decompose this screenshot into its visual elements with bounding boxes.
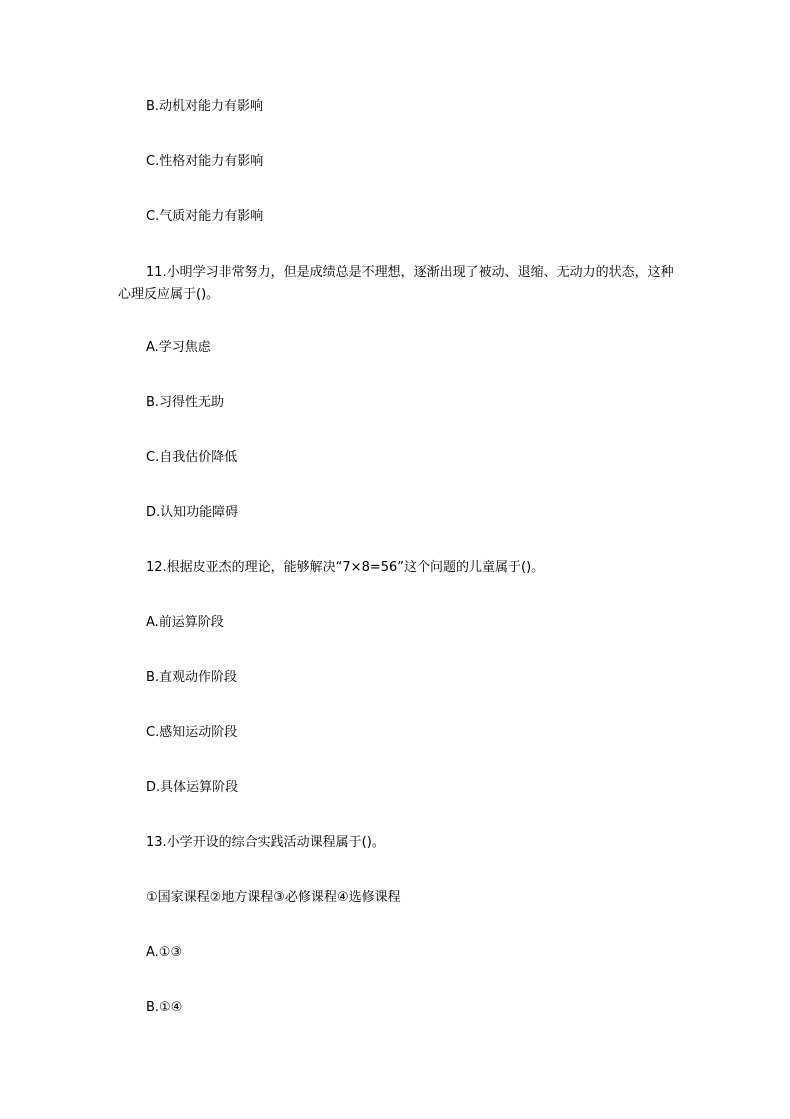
question-13: 13.小学开设的综合实践活动课程属于()。 (146, 835, 385, 850)
option-line: D.具体运算阶段 (146, 780, 239, 795)
option-line: B.习得性无助 (146, 395, 225, 410)
option-line: A.①③ (146, 945, 183, 960)
option-line: B.①④ (146, 1000, 183, 1015)
option-line: C.自我估价降低 (146, 450, 238, 465)
option-line: C.气质对能力有影响 (146, 209, 264, 224)
option-line: C.感知运动阶段 (146, 725, 238, 740)
option-line: A.学习焦虑 (146, 340, 211, 355)
option-line: D.认知功能障碍 (146, 505, 239, 520)
question-12: 12.根据皮亚杰的理论，能够解决“7×8=56”这个问题的儿童属于()。 (146, 560, 545, 575)
option-line: B.直观动作阶段 (146, 670, 238, 685)
option-line: A.前运算阶段 (146, 615, 224, 630)
option-line: C.性格对能力有影响 (146, 154, 264, 169)
question-13-statements: ①国家课程②地方课程③必修课程④选修课程 (146, 890, 401, 905)
option-line: B.动机对能力有影响 (146, 99, 264, 114)
question-11: 11.小明学习非常努力，但是成绩总是不理想，逐渐出现了被动、退缩、无动力的状态，这种心理反应属于()。 (118, 265, 674, 302)
